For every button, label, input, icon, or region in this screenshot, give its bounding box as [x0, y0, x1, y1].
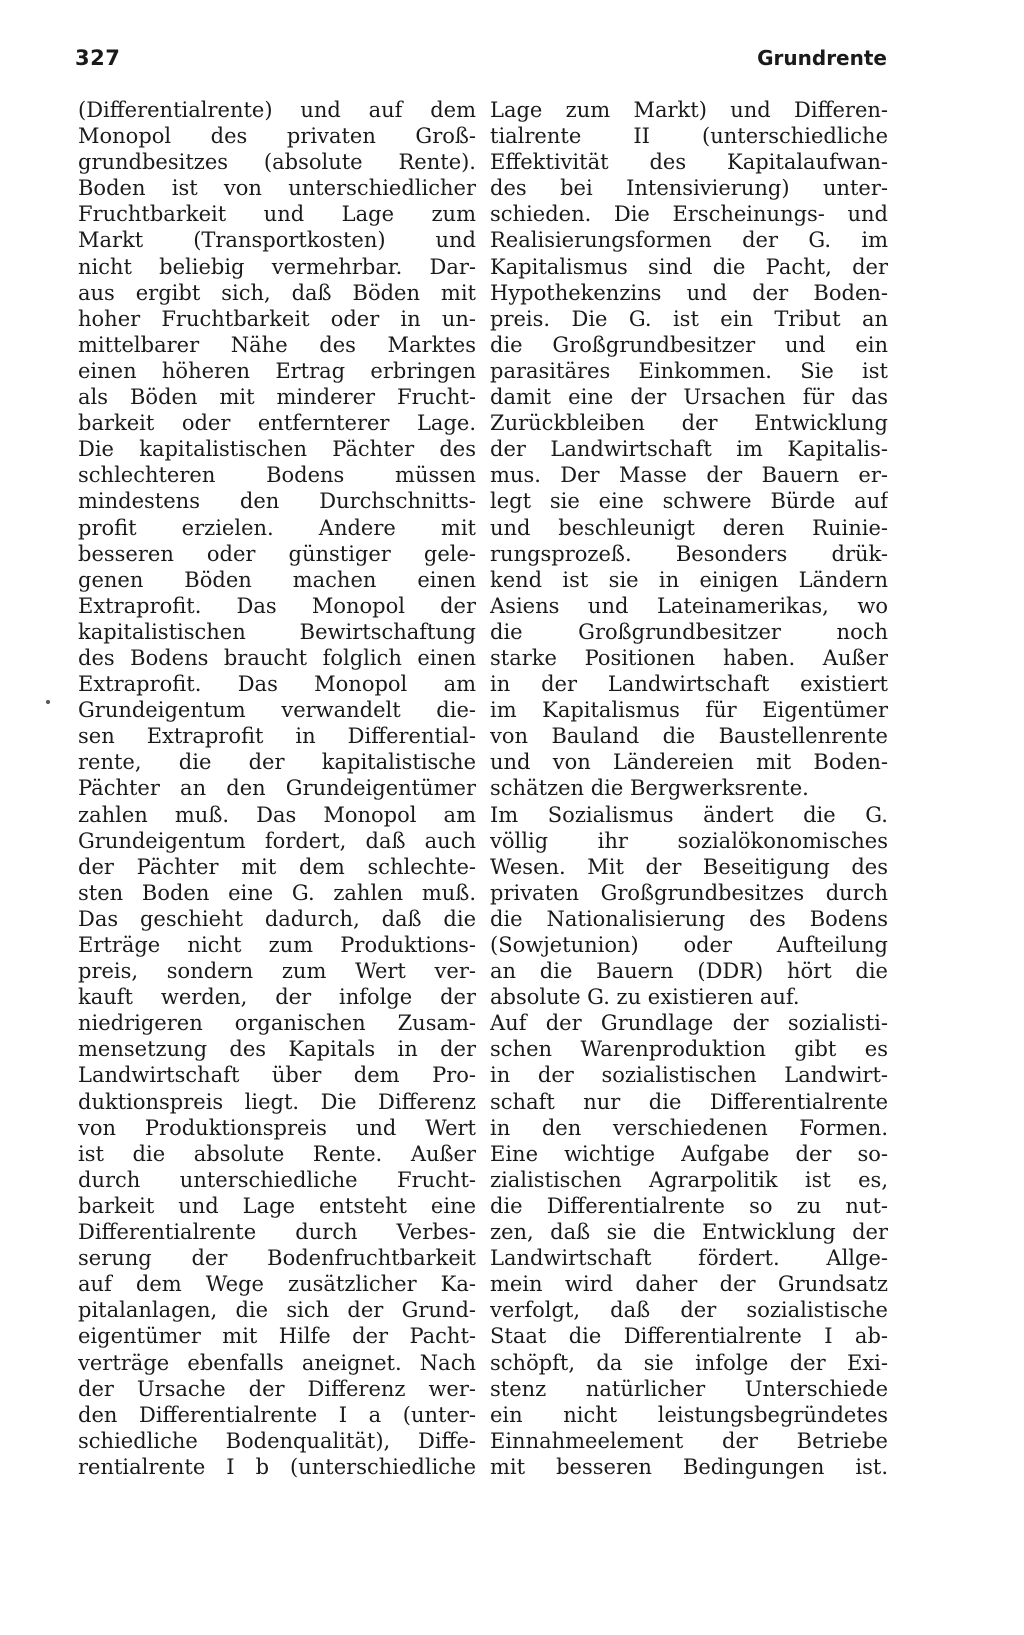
page-number: 327: [75, 46, 121, 70]
text-line: privaten Großgrundbesitzes durch: [490, 880, 888, 905]
text-line: der Pächter mit dem schlechte-: [78, 854, 476, 879]
text-line: Auf der Grundlage der sozialisti-: [490, 1011, 888, 1036]
text-line: mus. Der Masse der Bauern er-: [490, 463, 888, 488]
text-line: (Sowjetunion) oder Aufteilung: [490, 933, 888, 957]
text-line: Staat die Differentialrente I ab-: [490, 1324, 888, 1349]
text-line: Grundeigentum fordert, daß auch: [78, 828, 476, 853]
text-line: mindestens den Durchschnitts-: [78, 489, 476, 514]
text-line: im Kapitalismus für Eigentümer: [490, 698, 888, 723]
text-line: Landwirtschaft fördert. Allge-: [490, 1246, 888, 1271]
text-line: Eine wichtige Aufgabe der so-: [490, 1141, 888, 1166]
text-line: absolute G. zu existieren auf.: [490, 985, 800, 1010]
text-line: Extraprofit. Das Monopol am: [78, 672, 476, 697]
text-line: aus ergibt sich, daß Böden mit: [78, 280, 476, 305]
text-line: zialistischen Agrarpolitik ist es,: [490, 1167, 888, 1192]
text-line: Effektivität des Kapitalaufwan-: [490, 150, 888, 175]
text-line: zahlen muß. Das Monopol am: [78, 802, 476, 827]
text-line: Das geschieht dadurch, daß die: [78, 906, 476, 931]
text-line: die Großgrundbesitzer und ein: [490, 332, 888, 357]
text-line: Boden ist von unterschiedlicher: [78, 176, 476, 201]
text-line: in der Landwirtschaft existiert: [490, 672, 888, 697]
text-line: parasitäres Einkommen. Sie ist: [490, 358, 888, 383]
text-line: durch unterschiedliche Frucht-: [78, 1167, 476, 1192]
right-column: [490, 97, 888, 1480]
text-line: die Nationalisierung des Bodens: [490, 906, 888, 931]
text-line: an die Bauern (DDR) hört die: [490, 959, 888, 984]
text-line: (Differentialrente) und auf dem: [78, 98, 476, 122]
text-line: in der sozialistischen Landwirt-: [490, 1063, 888, 1088]
text-line: den Differentialrente I a (unter-: [78, 1402, 476, 1427]
text-line: tialrente II (unterschiedliche: [490, 124, 888, 149]
text-line: in den verschiedenen Formen.: [490, 1115, 888, 1140]
text-line: Grundeigentum verwandelt die-: [78, 698, 476, 723]
text-line: schöpft, da sie infolge der Exi-: [490, 1350, 888, 1375]
text-line: damit eine der Ursachen für das: [490, 385, 888, 410]
text-line: preis. Die G. ist ein Tribut an: [490, 306, 888, 331]
text-line: schätzen die Bergwerksrente.: [490, 776, 809, 801]
text-line: zen, daß sie die Entwicklung der: [490, 1220, 888, 1245]
text-line: Extraprofit. Das Monopol der: [78, 593, 476, 618]
text-line: Monopol des privaten Groß-: [78, 124, 476, 149]
text-line: serung der Bodenfruchtbarkeit: [78, 1246, 476, 1271]
text-line: Pächter an den Grundeigentümer: [78, 776, 476, 801]
text-line: pitalanlagen, die sich der Grund-: [78, 1298, 476, 1323]
text-line: mensetzung des Kapitals in der: [78, 1037, 476, 1062]
text-line: des bei Intensivierung) unter-: [490, 176, 888, 201]
left-column: [78, 97, 476, 1480]
running-head: Grundrente: [757, 46, 887, 70]
text-line: rente, die der kapitalistische: [78, 750, 476, 775]
text-line: genen Böden machen einen: [78, 567, 476, 592]
text-line: Wesen. Mit der Beseitigung des: [490, 854, 888, 879]
text-line: Zurückbleiben der Entwicklung: [490, 411, 888, 436]
text-line: mit besseren Bedingungen ist.: [490, 1454, 888, 1479]
text-line: kend ist sie in einigen Ländern: [490, 567, 888, 592]
text-line: grundbesitzes (absolute Rente).: [78, 150, 476, 175]
text-line: profit erzielen. Andere mit: [78, 515, 476, 540]
text-line: Landwirtschaft über dem Pro-: [78, 1063, 476, 1088]
print-speck: [46, 700, 50, 704]
text-line: auf dem Wege zusätzlicher Ka-: [78, 1272, 476, 1297]
text-line: Im Sozialismus ändert die G.: [490, 802, 888, 827]
text-line: kapitalistischen Bewirtschaftung: [78, 619, 476, 644]
text-line: als Böden mit minderer Frucht-: [78, 385, 476, 410]
text-line: starke Positionen haben. Außer: [490, 645, 888, 670]
text-line: Kapitalismus sind die Pacht, der: [490, 254, 888, 279]
text-line: verträge ebenfalls aneignet. Nach: [78, 1350, 476, 1375]
text-line: barkeit oder entfernterer Lage.: [78, 411, 476, 436]
text-line: schiedliche Bodenqualität), Diffe-: [78, 1428, 476, 1453]
text-line: niedrigeren organischen Zusam-: [78, 1011, 476, 1036]
text-line: legt sie eine schwere Bürde auf: [490, 489, 888, 514]
text-line: rentialrente I b (unterschiedliche: [78, 1454, 476, 1479]
text-line: schen Warenproduktion gibt es: [490, 1037, 888, 1062]
text-line: barkeit und Lage entsteht eine: [78, 1193, 476, 1218]
text-line: und von Ländereien mit Boden-: [490, 750, 888, 775]
text-line: die Differentialrente so zu nut-: [490, 1193, 888, 1218]
text-line: Markt (Transportkosten) und: [78, 228, 476, 253]
text-line: des Bodens braucht folglich einen: [78, 645, 476, 670]
text-line: Fruchtbarkeit und Lage zum: [78, 202, 476, 227]
text-line: eigentümer mit Hilfe der Pacht-: [78, 1324, 476, 1349]
text-line: preis, sondern zum Wert ver-: [78, 959, 476, 984]
text-line: Differentialrente durch Verbes-: [78, 1220, 476, 1245]
text-line: von Produktionspreis und Wert: [78, 1115, 476, 1140]
text-line: hoher Fruchtbarkeit oder in un-: [78, 306, 476, 331]
text-line: einen höheren Ertrag erbringen: [78, 358, 476, 383]
text-line: und beschleunigt deren Ruinie-: [490, 515, 888, 540]
text-line: schaft nur die Differentialrente: [490, 1089, 888, 1114]
text-line: verfolgt, daß der sozialistische: [490, 1298, 888, 1323]
text-line: schieden. Die Erscheinungs- und: [490, 202, 888, 227]
text-line: die Großgrundbesitzer noch: [490, 619, 888, 644]
text-line: rungsprozeß. Besonders drük-: [490, 541, 888, 566]
text-line: stenz natürlicher Unterschiede: [490, 1376, 888, 1401]
text-line: Die kapitalistischen Pächter des: [78, 437, 476, 462]
text-line: der Ursache der Differenz wer-: [78, 1376, 476, 1401]
text-line: Erträge nicht zum Produktions-: [78, 933, 476, 957]
text-line: sen Extraprofit in Differential-: [78, 724, 476, 749]
text-line: ist die absolute Rente. Außer: [78, 1141, 476, 1166]
text-line: besseren oder günstiger gele-: [78, 541, 476, 566]
text-line: nicht beliebig vermehrbar. Dar-: [78, 254, 476, 279]
text-line: der Landwirtschaft im Kapitalis-: [490, 437, 888, 462]
text-line: Realisierungsformen der G. im: [490, 228, 888, 253]
text-line: völlig ihr sozialökonomisches: [490, 828, 888, 853]
text-line: ein nicht leistungsbegründetes: [490, 1402, 888, 1427]
page-header: [75, 46, 887, 76]
text-line: duktionspreis liegt. Die Differenz: [78, 1089, 476, 1114]
text-line: kauft werden, der infolge der: [78, 985, 476, 1010]
text-line: mittelbarer Nähe des Marktes: [78, 332, 476, 357]
text-line: schlechteren Bodens müssen: [78, 463, 476, 488]
text-line: Lage zum Markt) und Differen-: [490, 98, 888, 122]
text-line: Einnahmeelement der Betriebe: [490, 1428, 888, 1453]
text-line: von Bauland die Baustellenrente: [490, 724, 888, 749]
text-line: sten Boden eine G. zahlen muß.: [78, 880, 476, 905]
text-line: Hypothekenzins und der Boden-: [490, 280, 888, 305]
text-line: Asiens und Lateinamerikas, wo: [490, 593, 888, 618]
text-line: mein wird daher der Grundsatz: [490, 1272, 888, 1297]
